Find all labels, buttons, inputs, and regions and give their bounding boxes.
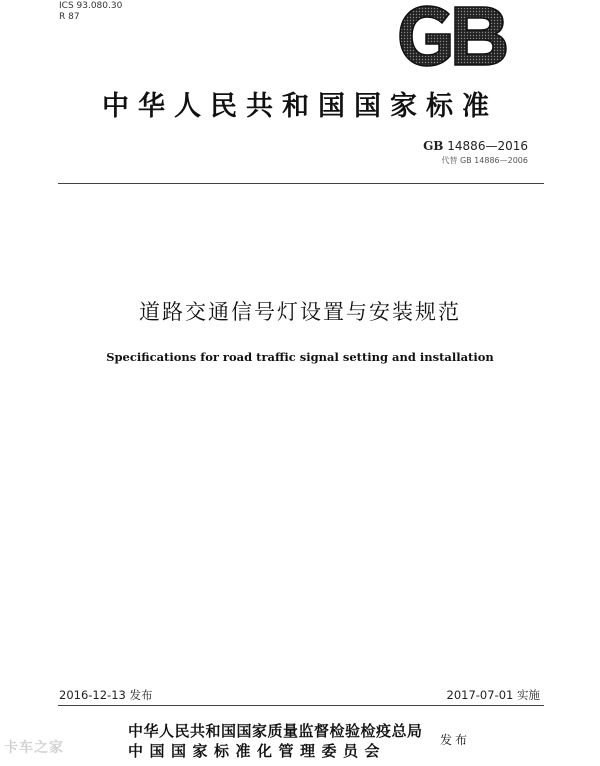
- top-divider: [58, 183, 544, 184]
- replaces-standard: 代替 GB 14886—2006: [441, 156, 528, 165]
- national-standard-title: 中华人民共和国国家标准: [102, 91, 498, 122]
- issuer-aqsiq: 中华人民共和国国家质量监督检验检疫总局: [128, 722, 423, 740]
- document-title-cn: 道路交通信号灯设置与安装规范: [139, 300, 461, 324]
- publish-label: 发布: [440, 733, 471, 747]
- document-title-en: Specifications for road traffic signal setting and installation: [106, 350, 494, 364]
- standard-prefix: GB: [423, 139, 444, 153]
- classification-code: R 87: [59, 12, 80, 22]
- standard-number-value: 14886—2016: [447, 139, 528, 153]
- issuer-sac: 中国国家标准化管理委员会: [128, 742, 387, 760]
- issue-date: 2016-12-13 发布: [59, 688, 153, 702]
- watermark: 卡车之家: [4, 740, 64, 756]
- ics-code: ICS 93.080.30: [59, 1, 123, 11]
- standard-number: [423, 139, 528, 153]
- gb-logo-icon: [397, 4, 509, 68]
- implementation-date: 2017-07-01 实施: [446, 688, 540, 702]
- bottom-divider: [58, 705, 544, 706]
